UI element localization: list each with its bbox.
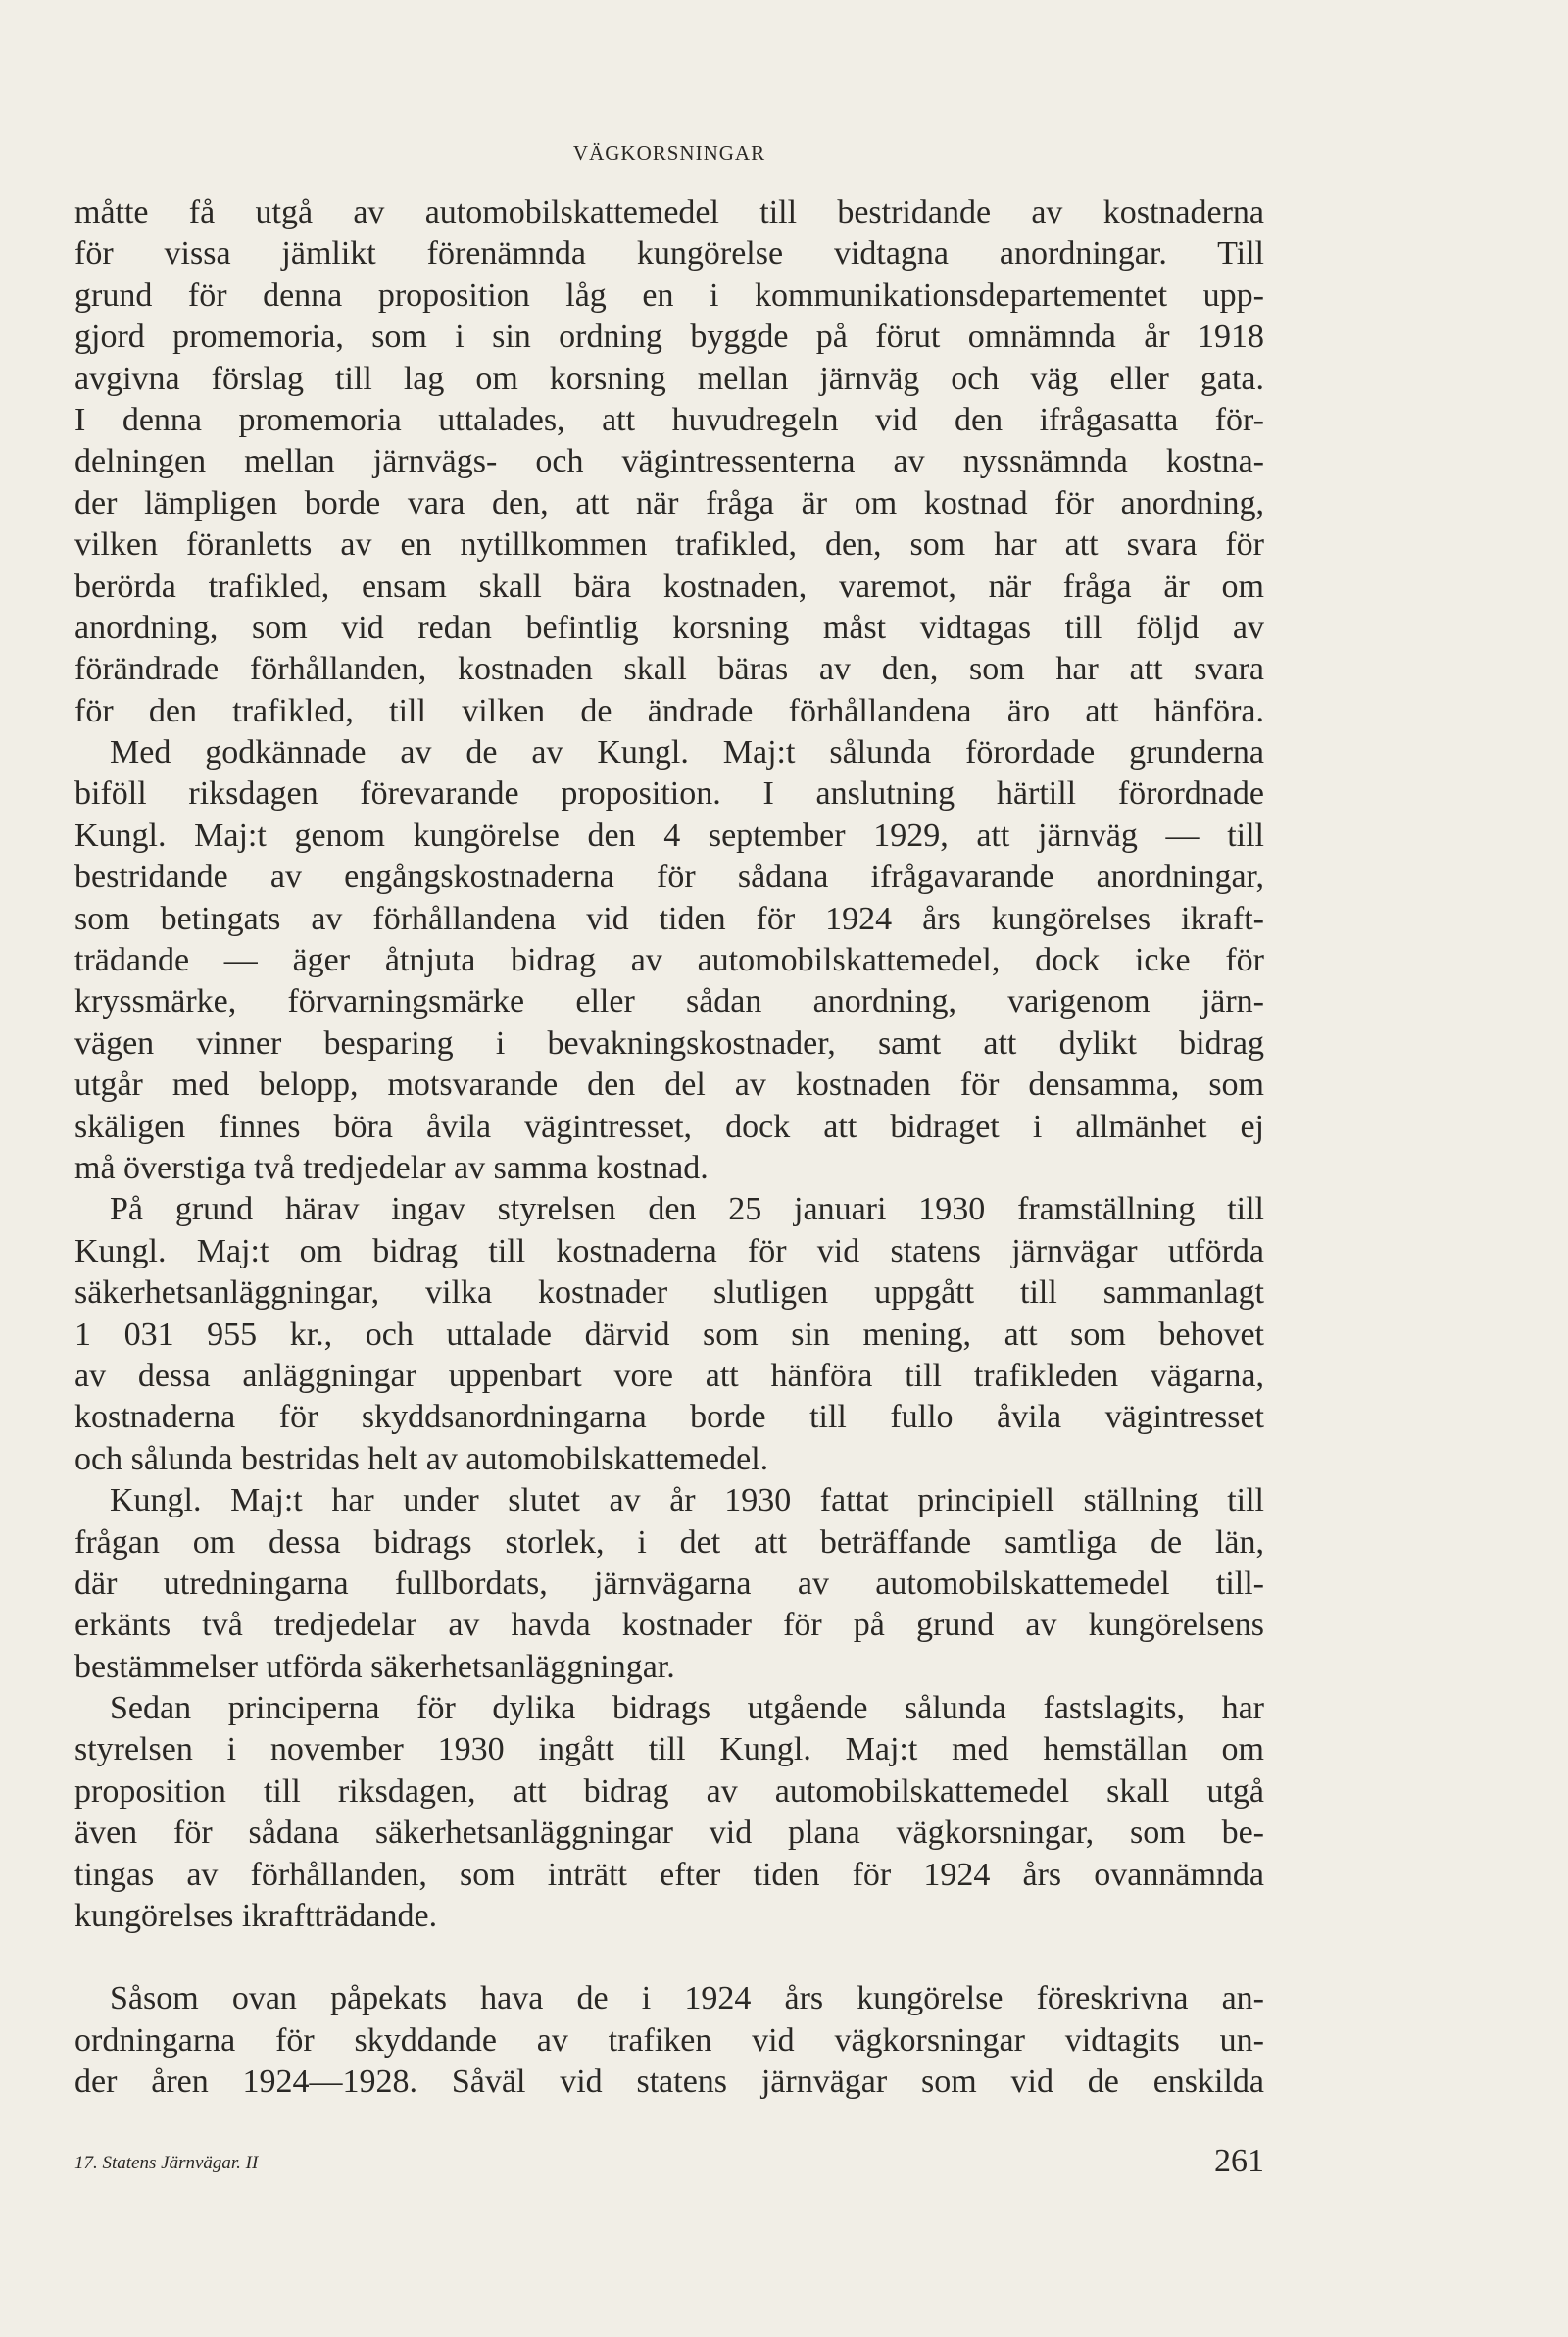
text-line: Kungl. Maj:t om bidrag till kostnaderna för vid statens järnvägar utförda bbox=[74, 1232, 1264, 1269]
text-line: förändrade förhållanden, kostnaden skall bäras av den, som har att svara bbox=[74, 651, 1264, 688]
text-line: delningen mellan järnvägs- och vägintressenterna av nyssnämnda kostna- bbox=[74, 443, 1264, 480]
text-line: för vissa jämlikt förenämnda kungörelse vidtagna anordningar. Till bbox=[74, 235, 1264, 273]
printer-signature: 17. Statens Järnvägar. II bbox=[74, 2153, 259, 2173]
text-line: Såsom ovan påpekats hava de i 1924 års kungörelse föreskrivna an- bbox=[110, 1980, 1264, 2017]
text-line: må överstiga två tredjedelar av samma kostnad. bbox=[74, 1149, 709, 1186]
text-line: kungörelses ikraftträdande. bbox=[74, 1898, 438, 1935]
text-line: styrelsen i november 1930 ingått till Kungl. Maj:t med hemställan om bbox=[74, 1731, 1264, 1768]
text-line: av dessa anläggningar uppenbart vore att hänföra till trafikleden vägarna, bbox=[74, 1357, 1264, 1394]
text-line: berörda trafikled, ensam skall bära kostnaden, varemot, när fråga är om bbox=[74, 568, 1264, 605]
text-line: vägen vinner besparing i bevakningskostnader, samt att dylikt bidrag bbox=[74, 1024, 1264, 1062]
text-line: I denna promemoria uttalades, att huvudregeln vid den ifrågasatta för- bbox=[74, 401, 1264, 438]
text-line: der lämpligen borde vara den, att när fråga är om kostnad för anordning, bbox=[74, 484, 1264, 522]
text-line: och sålunda bestridas helt av automobilskattemedel. bbox=[74, 1440, 769, 1477]
text-line: utgår med belopp, motsvarande den del av kostnaden för densamma, som bbox=[74, 1067, 1264, 1104]
text-line: anordning, som vid redan befintlig korsning måst vidtagas till följd av bbox=[74, 609, 1264, 646]
text-line: Med godkännade av de av Kungl. Maj:t sålunda förordade grunderna bbox=[110, 734, 1264, 771]
text-line: avgivna förslag till lag om korsning mellan järnväg och väg eller gata. bbox=[74, 360, 1264, 397]
text-line: gjord promemoria, som i sin ordning byggde på förut omnämnda år 1918 bbox=[74, 319, 1264, 356]
text-line: 1 031 955 kr., och uttalade därvid som sin mening, att som behovet bbox=[74, 1316, 1264, 1353]
text-line: grund för denna proposition låg en i kommunikationsdepartementet upp- bbox=[74, 276, 1264, 314]
paragraph-gap bbox=[74, 1937, 1264, 1978]
running-title: VÄGKORSNINGAR bbox=[572, 141, 766, 165]
page-number: 261 bbox=[1214, 2143, 1264, 2179]
text-line: Kungl. Maj:t har under slutet av år 1930 fattat principiell ställning till bbox=[110, 1482, 1264, 1519]
text-line: vilken föranletts av en nytillkommen trafikled, den, som har att svara för bbox=[74, 526, 1264, 564]
body-text bbox=[74, 192, 1264, 2104]
text-line: frågan om dessa bidrags storlek, i det att beträffande samtliga de län, bbox=[74, 1523, 1264, 1561]
text-line: tingas av förhållanden, som inträtt efter tiden för 1924 års ovannämnda bbox=[74, 1856, 1264, 1893]
text-line: Sedan principerna för dylika bidrags utgående sålunda fastslagits, har bbox=[110, 1690, 1264, 1727]
text-line: trädande — äger åtnjuta bidrag av automobilskattemedel, dock icke för bbox=[74, 942, 1264, 979]
text-line: kryssmärke, förvarningsmärke eller sådan anordning, varigenom järn- bbox=[74, 983, 1264, 1020]
text-line: bestridande av engångskostnaderna för sådana ifrågavarande anordningar, bbox=[74, 859, 1264, 896]
text-line: bestämmelser utförda säkerhetsanläggningar. bbox=[74, 1648, 675, 1685]
document-page bbox=[74, 0, 1264, 2337]
text-line: måtte få utgå av automobilskattemedel till bestridande av kostnaderna bbox=[74, 194, 1264, 230]
text-line: På grund härav ingav styrelsen den 25 januari 1930 framställning till bbox=[110, 1191, 1264, 1228]
text-line: även för sådana säkerhetsanläggningar vid plana vägkorsningar, som be- bbox=[74, 1815, 1264, 1852]
text-line: ordningarna för skyddande av trafiken vid vägkorsningar vidtagits un- bbox=[74, 2021, 1264, 2059]
text-line: der åren 1924—1928. Såväl vid statens järnvägar som vid de enskilda bbox=[74, 2064, 1264, 2101]
text-line: där utredningarna fullbordats, järnvägarna av automobilskattemedel till- bbox=[74, 1565, 1264, 1602]
text-line: för den trafikled, till vilken de ändrade förhållandena äro att hänföra. bbox=[74, 692, 1264, 729]
text-line: proposition till riksdagen, att bidrag av automobilskattemedel skall utgå bbox=[74, 1772, 1264, 1810]
text-line: Kungl. Maj:t genom kungörelse den 4 september 1929, att järnväg — till bbox=[74, 817, 1264, 854]
text-line: som betingats av förhållandena vid tiden för 1924 års kungörelses ikraft- bbox=[74, 900, 1264, 937]
text-line: skäligen finnes böra åvila vägintresset, dock att bidraget i allmänhet ej bbox=[74, 1108, 1264, 1145]
text-line: kostnaderna för skyddsanordningarna borde till fullo åvila vägintresset bbox=[74, 1399, 1264, 1436]
text-line: erkänts två tredjedelar av havda kostnader för på grund av kungörelsens bbox=[74, 1607, 1264, 1644]
text-line: säkerhetsanläggningar, vilka kostnader slutligen uppgått till sammanlagt bbox=[74, 1274, 1264, 1312]
text-line: biföll riksdagen förevarande proposition. I anslutning härtill förordnade bbox=[74, 775, 1264, 813]
